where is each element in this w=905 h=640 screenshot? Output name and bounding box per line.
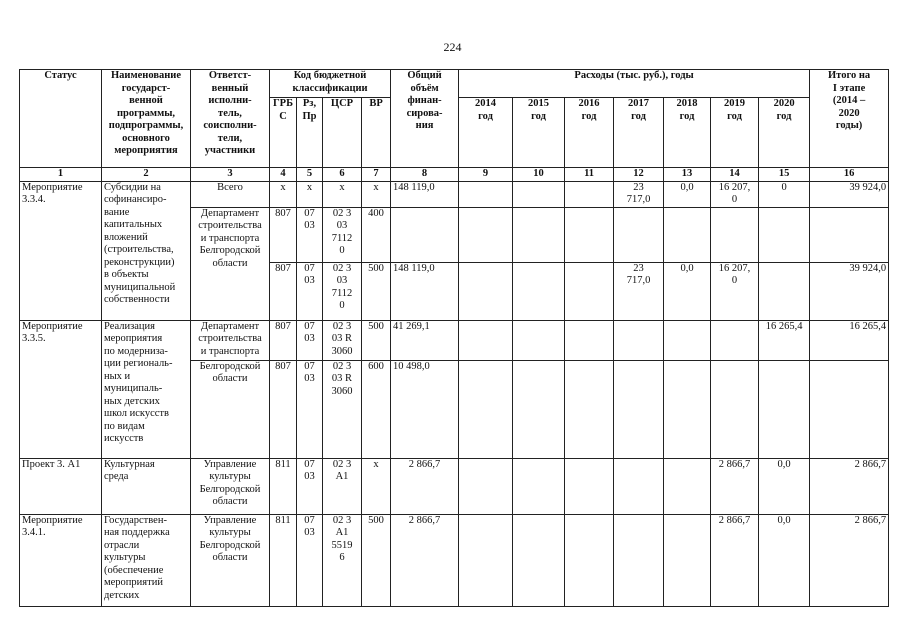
cell-stage-total: 2 866,7	[810, 458, 889, 514]
cell-year-2015	[513, 181, 565, 207]
cell-year-2020: 0,0	[759, 458, 810, 514]
cell-year-2015	[513, 514, 565, 606]
column-number: 2	[102, 168, 191, 182]
cell-year-2014	[459, 514, 513, 606]
cell-year-2020	[759, 262, 810, 320]
column-number: 9	[459, 168, 513, 182]
cell-year-2019: 2 866,7	[711, 458, 759, 514]
cell-year-2014	[459, 262, 513, 320]
cell-rz-pr: х	[297, 181, 323, 207]
column-number: 11	[565, 168, 614, 182]
cell-year-2020	[759, 207, 810, 262]
header-total-volume: Общий объём финан- сирова- ния	[391, 70, 459, 168]
column-number: 8	[391, 168, 459, 182]
cell-year-2017	[614, 360, 664, 458]
column-number: 14	[711, 168, 759, 182]
column-number: 3	[191, 168, 270, 182]
table-row	[20, 181, 889, 207]
cell-year-2016	[565, 320, 614, 360]
cell-grbs: 811	[270, 458, 297, 514]
cell-year-2015	[513, 207, 565, 262]
cell-total: 10 498,0	[391, 360, 459, 458]
cell-csr: 02 3 03 7112 0	[323, 207, 362, 262]
column-number: 6	[323, 168, 362, 182]
row-status: Мероприятие 3.4.1.	[20, 514, 102, 606]
table-row	[20, 320, 889, 360]
cell-year-2019	[711, 320, 759, 360]
header-budget-code: Код бюджетной классификации	[270, 70, 391, 98]
cell-year-2020: 0,0	[759, 514, 810, 606]
cell-vr: 400	[362, 207, 391, 262]
cell-year-2015	[513, 320, 565, 360]
cell-grbs: х	[270, 181, 297, 207]
cell-grbs: 807	[270, 262, 297, 320]
row-name: Реализация мероприятия по модерниза- ции региональ- ных и муниципаль- ных детских школ искусств по видам искусств	[102, 320, 191, 458]
column-number: 4	[270, 168, 297, 182]
header-status: Статус	[20, 70, 102, 168]
cell-year-2018	[664, 207, 711, 262]
header-csr: ЦСР	[323, 98, 362, 168]
cell-grbs: 807	[270, 320, 297, 360]
cell-year-2014	[459, 360, 513, 458]
cell-csr: 02 3 03 R 3060	[323, 320, 362, 360]
cell-year-2017	[614, 458, 664, 514]
budget-table	[19, 69, 889, 607]
row-status: Мероприятие 3.3.5.	[20, 320, 102, 458]
row-name: Государствен- ная поддержка отрасли культуры (обеспечение мероприятий детских	[102, 514, 191, 606]
cell-stage-total	[810, 207, 889, 262]
header-name: Наименование государст- венной программы, подпрограммы, основного мероприятия	[102, 70, 191, 168]
cell-year-2017	[614, 320, 664, 360]
cell-year-2016	[565, 207, 614, 262]
cell-csr: 02 3 03 7112 0	[323, 262, 362, 320]
row-name: Субсидии на софинансиро- вание капитальных вложений (строительства, реконструкции) в объекты муниципальной собственности	[102, 181, 191, 320]
cell-year-2019: 2 866,7	[711, 514, 759, 606]
cell-year-2015	[513, 360, 565, 458]
column-number: 15	[759, 168, 810, 182]
table-row	[20, 514, 889, 606]
cell-csr: 02 3 03 R 3060	[323, 360, 362, 458]
cell-year-2018	[664, 360, 711, 458]
cell-year-2016	[565, 181, 614, 207]
cell-rz-pr: 07 03	[297, 458, 323, 514]
page-number: 224	[443, 40, 462, 54]
table-row	[20, 458, 889, 514]
cell-year-2020	[759, 360, 810, 458]
column-number: 7	[362, 168, 391, 182]
cell-rz-pr: 07 03	[297, 207, 323, 262]
cell-year-2017: 23 717,0	[614, 181, 664, 207]
header-year-2014: 2014 год	[459, 98, 513, 168]
cell-vr: х	[362, 458, 391, 514]
cell-year-2020: 0	[759, 181, 810, 207]
cell-vr: 500	[362, 320, 391, 360]
header-grbs: ГРБ С	[270, 98, 297, 168]
row-status: Мероприятие 3.3.4.	[20, 181, 102, 320]
row-responsible: Управление культуры Белгородской области	[191, 458, 270, 514]
cell-year-2017: 23 717,0	[614, 262, 664, 320]
cell-grbs: 807	[270, 207, 297, 262]
cell-grbs: 811	[270, 514, 297, 606]
cell-year-2018	[664, 514, 711, 606]
cell-year-2019	[711, 360, 759, 458]
column-number: 5	[297, 168, 323, 182]
cell-vr: 600	[362, 360, 391, 458]
cell-rz-pr: 07 03	[297, 320, 323, 360]
column-number: 12	[614, 168, 664, 182]
header-year-2015: 2015 год	[513, 98, 565, 168]
row-responsible: Департамент строительства и транспорта	[191, 320, 270, 360]
cell-csr: х	[323, 181, 362, 207]
cell-year-2015	[513, 262, 565, 320]
cell-total: 41 269,1	[391, 320, 459, 360]
row-status: Проект 3. А1	[20, 458, 102, 514]
header-year-2019: 2019 год	[711, 98, 759, 168]
cell-csr: 02 3 А1	[323, 458, 362, 514]
header-year-2020: 2020 год	[759, 98, 810, 168]
cell-rz-pr: 07 03	[297, 514, 323, 606]
cell-vr: 500	[362, 514, 391, 606]
column-number: 1	[20, 168, 102, 182]
cell-year-2019: 16 207, 0	[711, 262, 759, 320]
cell-year-2014	[459, 458, 513, 514]
cell-year-2014	[459, 181, 513, 207]
header-stage-total: Итого на I этапе (2014 – 2020 годы)	[810, 70, 889, 168]
cell-total	[391, 207, 459, 262]
cell-stage-total: 2 866,7	[810, 514, 889, 606]
cell-total: 2 866,7	[391, 458, 459, 514]
cell-rz-pr: 07 03	[297, 262, 323, 320]
cell-year-2019	[711, 207, 759, 262]
cell-year-2016	[565, 360, 614, 458]
cell-year-2020: 16 265,4	[759, 320, 810, 360]
row-name: Культурная среда	[102, 458, 191, 514]
cell-vr: 500	[362, 262, 391, 320]
row-responsible: Управление культуры Белгородской области	[191, 514, 270, 606]
cell-csr: 02 3 А1 5519 6	[323, 514, 362, 606]
cell-stage-total: 39 924,0	[810, 262, 889, 320]
cell-year-2018	[664, 320, 711, 360]
cell-year-2019: 16 207, 0	[711, 181, 759, 207]
column-number: 13	[664, 168, 711, 182]
cell-rz-pr: 07 03	[297, 360, 323, 458]
cell-stage-total: 16 265,4	[810, 320, 889, 360]
row-responsible: Белгородской области	[191, 360, 270, 458]
row-responsible: Департамент строительства и транспорта Белгородской области	[191, 207, 270, 320]
header-year-2017: 2017 год	[614, 98, 664, 168]
column-number: 16	[810, 168, 889, 182]
header-row-1	[20, 70, 889, 98]
cell-year-2017	[614, 207, 664, 262]
header-rz-pr: Рз, Пр	[297, 98, 323, 168]
cell-vr: х	[362, 181, 391, 207]
cell-year-2016	[565, 262, 614, 320]
header-expenses: Расходы (тыс. руб.), годы	[459, 70, 810, 98]
row-responsible: Всего	[191, 181, 270, 207]
cell-year-2018: 0,0	[664, 181, 711, 207]
cell-year-2017	[614, 514, 664, 606]
cell-grbs: 807	[270, 360, 297, 458]
cell-year-2016	[565, 458, 614, 514]
cell-total: 148 119,0	[391, 181, 459, 207]
cell-total: 2 866,7	[391, 514, 459, 606]
header-year-2016: 2016 год	[565, 98, 614, 168]
cell-year-2015	[513, 458, 565, 514]
column-number-row	[20, 168, 889, 182]
column-number: 10	[513, 168, 565, 182]
header-responsible: Ответст- венный исполни- тель, соисполни- тели, участники	[191, 70, 270, 168]
cell-year-2014	[459, 320, 513, 360]
cell-year-2014	[459, 207, 513, 262]
cell-year-2016	[565, 514, 614, 606]
cell-year-2018	[664, 458, 711, 514]
cell-total: 148 119,0	[391, 262, 459, 320]
header-vr: ВР	[362, 98, 391, 168]
cell-year-2018: 0,0	[664, 262, 711, 320]
header-year-2018: 2018 год	[664, 98, 711, 168]
cell-stage-total: 39 924,0	[810, 181, 889, 207]
cell-stage-total	[810, 360, 889, 458]
